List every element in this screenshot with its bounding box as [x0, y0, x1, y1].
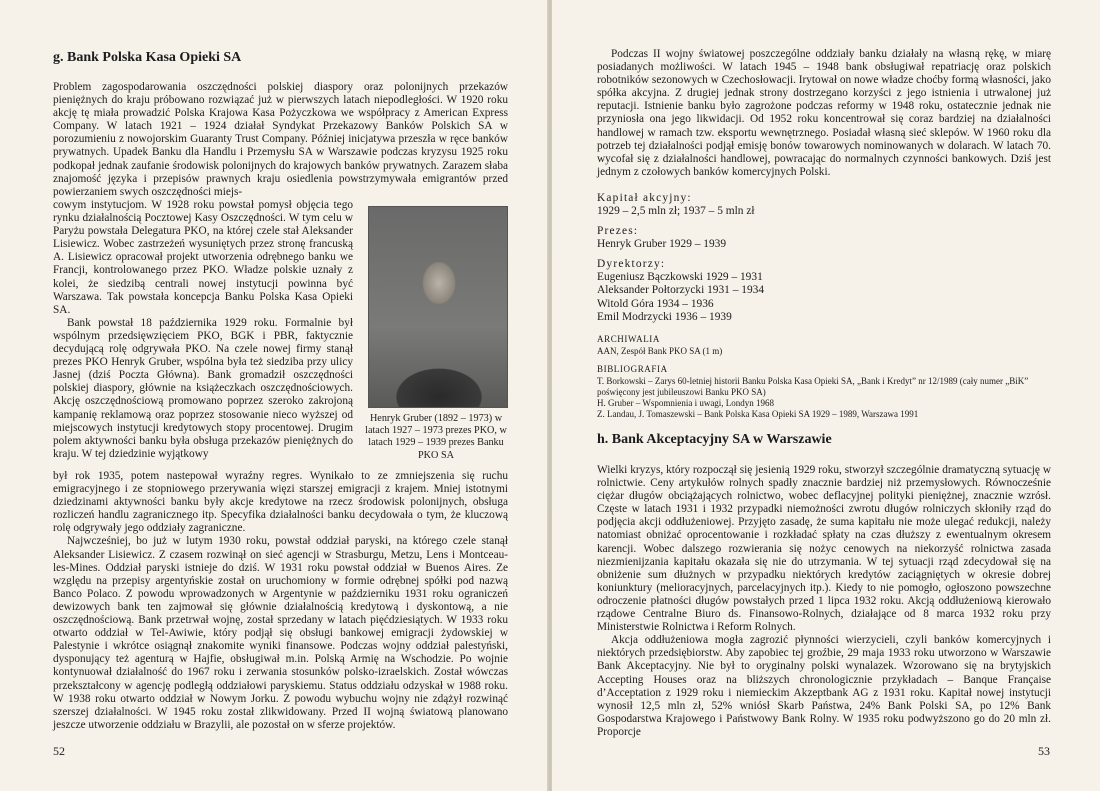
president-value: Henryk Gruber 1929 – 1939 [597, 238, 727, 251]
right-page [552, 0, 1100, 791]
archive-label: ARCHIWALIA [597, 333, 660, 344]
director-item: Aleksander Połtorzycki 1931 – 1934 [597, 284, 765, 297]
intro-paragraph [53, 81, 508, 199]
directors-label: Dyrektorzy: [597, 257, 666, 270]
section-h-text-2: Akcja oddłużeniowa mogła zagrozić płynności wierzycieli, czyli banków komercyjnych i niektórych przedsiębiorstw. Aby zapobiec tej groźbie, 29 maja 1933 roku utworzono w Warszawie Bank Akceptacyjny. Nie był to oryginalny polski wynalazek. Wzorowano się na brytyjskich Accepting Houses oraz na bliższych chronologicznie przykładach – Banque Française d’Acceptation z 1929 roku i niemieckim Akzeptbank AG z 1931 roku. Kapitał nowej instytucji wynosił 12,5 mln zł, 52% wniósł Skarb Państwa, 24% Bank Polski SA, po 12% Bank Gospodarstwa Krajowego i Państwowy Bank Rolny. W 1935 roku podwyższono go do 20 mln zł. Proporcje [597, 634, 1051, 738]
director-item: Emil Modrzycki 1936 – 1939 [597, 311, 732, 324]
bibliography-item: Z. Landau, J. Tomaszewski – Bank Polska Kasa Opieki SA 1929 – 1989, Warszawa 1991 [597, 409, 919, 420]
wrapped-text-2: Bank powstał 18 października 1929 roku. Formalnie był wspólnym przedsięwzięciem PKO, BGK i PBR, faktycznie decydującą rolę odgrywała PKO. Na czele nowej firmy stanął prezes PKO Henryk Gruber, wspólna była też siedziba przy ulicy Jasnej (dziś Poczta Główna). Bank gromadził oszczędności polskiej diaspory, głównie na książeczkach oszczędnościowych. Akcję oszczędnościową promowano poprzez szeroko zakrojoną kampanię reklamową oraz poprzez stosowanie nieco wyższej od miejscowych instytucji kredytowych stopy procentowej. Drugim polem aktywności banku była obsługa przekazów pieniężnych do kraju. W tej dziedzinie wyjątkowy [53, 316, 353, 460]
left-page [0, 0, 548, 791]
page-number-left: 52 [53, 744, 65, 758]
body-paragraphs [53, 470, 508, 732]
section-heading-h: h. Bank Akceptacyjny SA w Warszawie [597, 432, 832, 447]
body-text-3: Najwcześniej, bo już w lutym 1930 roku, powstał oddział paryski, na którego czele stanął Aleksander Lisiewicz. Z czasem rozwinął on sieć agencji w Strasburgu, Metzu, Lens i Montceau-les-Mines. Oddział paryski istnieje do dziś. W 1931 roku powstał oddział w Buenos Aires. Ze względu na przepisy argentyńskie został on uruchomiony w formie odrębnej spółki pod nazwą Banco Polaco. Z powodu wprowadzonych w Argentynie w październiku 1931 roku ograniczeń dewizowych bank ten zajmował się głównie działalnością kredytową i dyskontową, a nie oszczędnościową. Bank przetrwał wojnę, został sprzedany w latach pięćdziesiątych. W 1933 roku otwarto oddział w Tel-Awiwie, który podjął się obsługi bankowej emigracji żydowskiej w Palestynie i wkrótce osiągnął znakomite wyniki finansowe. Podczas wojny oddział palestyński, dysponujący też agenturą w Hajfie, obsługiwał m.in. Polską Armię na Wschodzie. Po wojnie kontynuował działalność do 1967 roku i zerwania stosunków polsko-izraelskich. Został wówczas przekształcony w agencję podległą oddziałowi paryskiemu. Status oddziału odzyskał w 1988 roku. W 1938 roku otwarto oddział w Nowym Jorku. Z powodu wybuchu wojny nie zdążył rozwinąć szerszej działalności. W 1945 roku został zlikwidowany. Przed II wojną światową planowano jeszcze utworzenie oddziału w Brazylii, ale pozostał on w sferze projektów. [53, 535, 508, 731]
section-heading-g: g. Bank Polska Kasa Opieki SA [53, 50, 242, 65]
bibliography-item: H. Gruber – Wspomnienia i uwagi, Londyn 1968 [597, 398, 775, 409]
bank-info-block [597, 192, 1037, 420]
director-item: Eugeniusz Bączkowski 1929 – 1931 [597, 271, 763, 284]
director-item: Witold Góra 1934 – 1936 [597, 297, 714, 310]
section-h-paragraphs [597, 464, 1051, 739]
body-text-2: był rok 1935, potem nastepował wyraźny regres. Wynikało to ze zmniejszenia się ruchu emigracyjnego i ze stopniowego przerywania więzi starszej emigracji z krajem. Mniej istotnymi dziedzinami aktywności banku były akcje kredytowe na rzecz środowisk polonijnych, obsługa rozliczeń handlu zagranicznego itp. Specyfika działalności banku decydowała o tym, że kluczową rolę odgrywały jego oddziały zagraniczne. [53, 470, 508, 535]
section-h-text-1: Wielki kryzys, który rozpoczął się jesienią 1929 roku, stworzył szczególnie dramatyczną sytuację w rolnictwie. Ceny artykułów rolnych spadły znacznie bardziej niż przemysłowych. Równocześnie ciężar długów obciążających rolnictwo, wobec deflacyjnej polityki pieniężnej, znacznie wzrósł. Częste w latach 1931 i 1932 przypadki niemożności zwrotu długów rolniczych skłoniły rząd do podjęcia akcji oddłużeniowej. Przyjęto zasadę, że suma kapitału nie może ulegać redukcji, należy natomiast obniżać oprocentowanie i rozkładać spłaty na czas dłuższy z ewentualnym okresem karencji. Wobec dalszego rozwierania się nożyc cenowych na niekorzyść rolnictwa zasada niezmienijzania kapitału okazała się nie do utrzymania. W tej sytuacji rząd zdecydował się na obniżenie sum dłużnych w przypadku niektórych kredytów zaciągniętych w okresie dobrej koniunktury (melioracyjnych, parcelacyjnych itp.). Kiedy to nie pomogło, ogłoszono powszechne odroczenie płatności długów powstałych przed 1 lipca 1932 roku. Akcją oddłużeniową kierowało rządowe Centralne Biuro ds. Finansowo-Rolnych, działające od 8 marca 1932 roku przy Ministerstwie Rolnictwa i Reform Rolnych. [597, 464, 1051, 634]
page-number-right: 53 [1038, 744, 1050, 758]
top-text: Podczas II wojny światowej poszczególne oddziały banku działały na własną rękę, w miarę posiadanych możliwości. W latach 1945 – 1948 bank obsługiwał repatriację oraz polskich robotników sezonowych w Czechosłowacji. Irytował on nowe władze choćby formą własności, jako spółka akcyjna. Z drugiej jednak strony dostrzegano korzyści z jego istnienia i utrwalonej już reputacji. Istnienie banku było zagrożone podczas reformy w 1948 roku, ostatecznie jednak nie przyniosła ona jego likwidacji. Od 1952 roku koncentrował się coraz bardziej na działalności handlowej w ramach tzw. eksportu wewnętrznego. Posiadał własną sieć sklepów. W 1960 roku dla potrzeb tej działalności podjął emisję bonów towarowych nominowanych w dolarach. W latach 70. wycofał się z działalności handlowej, powracając do normalnych czynności bankowych. Dziś jest jednym z czołowych banków komercyjnych Polski. [597, 48, 1051, 178]
intro-text: Problem zagospodarowania oszczędności polskiej diaspory oraz polonijnych przekazów pieniężnych do kraju próbowano rozwiązać już w pierwszych latach niepodległości. W 1920 roku akcję tę miała prowadzić Polska Krajowa Kasa Pożyczkowa we współpracy z American Express Company. W latach 1921 – 1924 działał Syndykat Przekazowy Banków Polskich SA w porozumieniu z nowojorskim Guaranty Trust Company. Później inicjatywa przeszła w ręce banków prywatnych. Upadek Banku dla Handlu i Przemysłu SA w Warszawie podczas kryzysu 1925 roku podkopał jednak zaufanie środowisk polonijnych do krajowych banków prywatnych. Zarazem słaba znajomość języka i przepisów prawnych kraju osiedlenia powstrzymywała emigrantów przed powierzaniem swych oszczędności miejs- [53, 81, 508, 198]
capital-label: Kapitał akcyjny: [597, 192, 692, 204]
portrait-photo [368, 206, 508, 408]
photo-caption: Henryk Gruber (1892 – 1973) w latach 1927 – 1973 prezes PKO, w latach 1929 – 1939 prezes Banku PKO SA [365, 413, 507, 461]
capital-value: 1929 – 2,5 mln zł; 1937 – 5 mln zł [597, 205, 755, 218]
archive-value: AAN, Zespół Bank PKO SA (1 m) [597, 346, 723, 357]
wrapped-text-1: cowym instytucjom. W 1928 roku powstał pomysł objęcia tego rynku działalnością Pocztowej Kasy Oszczędności. W tym celu w Paryżu powstała Delegatura PKO, na której czele stał Aleksander Lisiewicz. Wobec zastrzeżeń wysuniętych przez stronę francuską A. Lisiewicz opracował projekt utworzenia odrębnego banku we Francji, kontrolowanego przez PKO. Władze polskie uznały z kolei, że siedzibą centrali nowej instytucji powinna być Warszawa. Tak powstała koncepcja Banku Polska Kasa Opieki SA. [53, 199, 353, 316]
wrapped-paragraph [53, 199, 353, 461]
president-label: Prezes: [597, 224, 639, 237]
bibliography-item: T. Borkowski – Zarys 60-letniej historii Banku Polska Kasa Opieki SA, „Bank i Kredyt” nr 12/1989 (cały numer „BiK” poświęcony jest jubileuszowi Banku PKO SA) [597, 376, 1029, 398]
bibliography-label: BIBLIOGRAFIA [597, 364, 668, 375]
top-paragraph [597, 48, 1051, 179]
